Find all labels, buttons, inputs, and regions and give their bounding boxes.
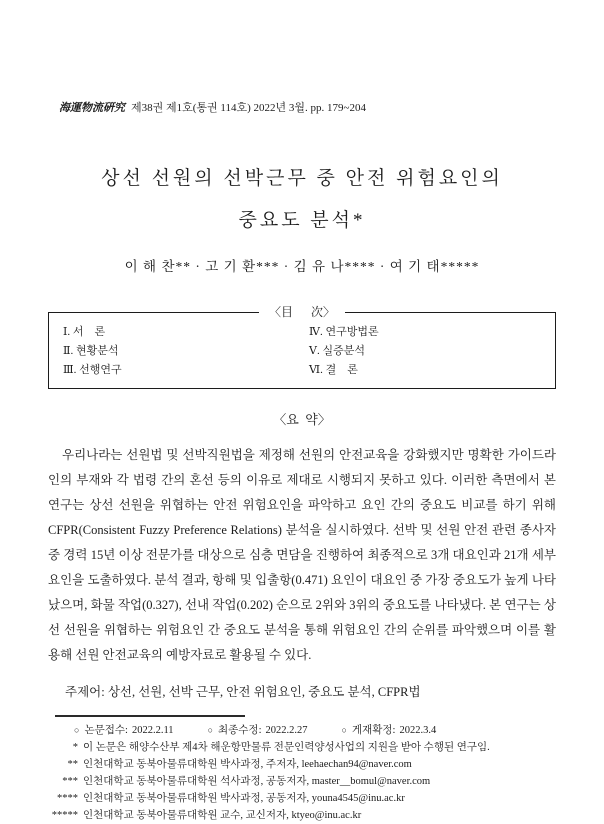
toc-item-prior-research: Ⅲ. 선행연구 [63, 364, 122, 376]
circle-bullet-icon: ○ [341, 725, 347, 735]
footnote-funding: * 이 논문은 해양수산부 제4차 해운항만물류 전문인력양성사업의 지원을 받아 수행된 연구임. [48, 739, 556, 756]
asterisk-marker: ***** [51, 810, 78, 821]
footnote-divider [55, 715, 245, 717]
toc-item-introduction: Ⅰ. 서 론 [63, 326, 106, 338]
toc-right-column [309, 323, 555, 380]
date-received: ○ 논문접수: 2022.2.11 [74, 725, 174, 736]
authors-line: 이 해 찬** · 고 기 환*** · 김 유 나**** · 여 기 태***** [124, 259, 480, 274]
toc-item-conclusion: Ⅵ. 결 론 [309, 364, 358, 376]
toc-box [48, 305, 556, 389]
author-footnotes [48, 739, 556, 824]
toc-left-column [63, 323, 309, 380]
paper-title [48, 158, 556, 242]
toc-heading: 〈目 次〉 [259, 304, 345, 320]
abstract-heading: 〈요 약〉 [273, 412, 331, 427]
date-accepted: ○ 게재확정: 2022.3.4 [341, 725, 437, 736]
journal-header [48, 84, 556, 132]
journal-name: 海運物流硏究 [59, 102, 125, 114]
footnote-author-4: ***** 인천대학교 동북아물류대학원 교수, 교신저자, ktyeo@inu.ac.kr [48, 807, 556, 824]
circle-bullet-icon: ○ [207, 725, 213, 735]
abstract-paragraph: 우리나라는 선원법 및 선박직원법을 제정해 선원의 안전교육을 강화했지만 명확한 가이드라인의 부재와 각 법령 간의 혼선 등의 이유로 제대로 시행되지 못하고 있다. 이러한 측면에서 본 연구는 상선 선원을 위협하는 안전 위험요인을 파악하고 요인 간의 중요도 비교를 하기 위해 CFPR(Consistent Fuzzy Preference Relations) 분석을 실시하였다. 선박 및 선원 안전 관련 종사자 중 경력 15년 이상 전문가를 대상으로 심층 면담을 진행하여 최종적으로 3개 대요인과 21개 세부 요인을 도출하였다. 분석 결과, 항해 및 입출항(0.471) 요인이 대요인 중 가장 중요도가 높게 나타났으며, 화물 작업(0.327), 선내 작업(0.202) 순으로 2위와 3위의 중요도를 나타냈다. 본 연구는 상선 선원을 위협하는 위험요인 간 중요도 분석을 통해 위험요인 간의 순위를 파악했으며 이를 활용해 선원 안전교육의 예방자료로 활용될 수 있다. [48, 448, 556, 662]
asterisk-marker: * [72, 742, 78, 753]
toc-item-status-analysis: Ⅱ. 현황분석 [63, 345, 119, 357]
title-line-2: 중요도 분석* [238, 210, 366, 231]
asterisk-marker: ** [67, 759, 78, 770]
keywords-line: 주제어: 상선, 선원, 선박 근무, 안전 위험요인, 중요도 분석, CFPR법 [65, 685, 421, 699]
footnote-author-3: **** 인천대학교 동북아물류대학원 박사과정, 공동저자, youna4545@inu.ac.kr [48, 790, 556, 807]
toc-item-empirical-analysis: Ⅴ. 실증분석 [309, 345, 365, 357]
toc-item-methodology: Ⅳ. 연구방법론 [309, 326, 379, 338]
circle-bullet-icon: ○ [74, 725, 80, 735]
submission-dates-row [74, 722, 556, 739]
title-line-1: 상선 선원의 선박근무 중 안전 위험요인의 [101, 168, 503, 189]
footnote-author-1: ** 인천대학교 동북아물류대학원 박사과정, 주저자, leehaechan94@naver.com [48, 756, 556, 773]
journal-issue-info: 제38권 제1호(통권 114호) 2022년 3월. pp. 179~204 [131, 102, 367, 114]
asterisk-marker: **** [57, 793, 78, 804]
date-revised: ○ 최종수정: 2022.2.27 [207, 725, 308, 736]
asterisk-marker: *** [62, 776, 78, 787]
footnote-author-2: *** 인천대학교 동북아물류대학원 석사과정, 공동저자, master__bomul@naver.com [48, 773, 556, 790]
